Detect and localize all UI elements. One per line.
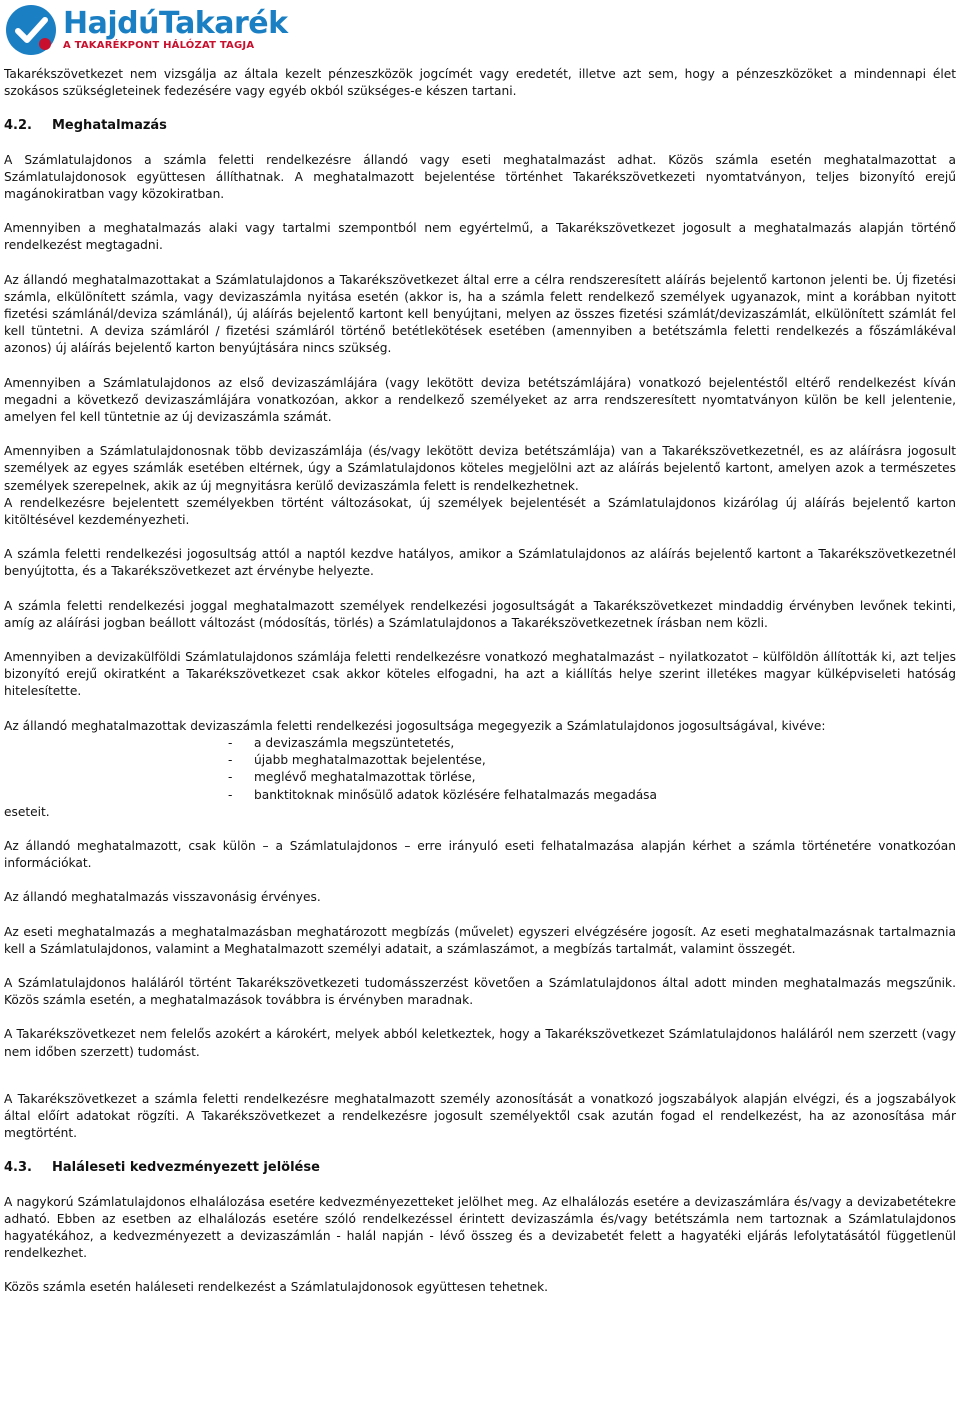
section-heading-4-3 <box>4 1159 956 1176</box>
document-body <box>4 66 956 1297</box>
paragraph: Az állandó meghatalmazás visszavonásig érvényes. <box>4 890 321 905</box>
logo-tagline: A TAKARÉKPONT HÁLÓZAT TAGJA <box>63 40 255 51</box>
paragraph: Az állandó meghatalmazott, csak külön – a Számlatulajdonos – erre irányuló eseti felhatalmazása alapján kérhet a számla történetére vonatkozóan információkat. <box>4 838 956 871</box>
paragraph: A rendelkezésre bejelentett személyekben történt változásokat, új személyek bejelentését a Számlatulajdonos kizárólag új aláírás bejelentő karton kitöltésével kezdeményezheti. <box>4 495 956 528</box>
paragraph: Az állandó meghatalmazottakat a Számlatulajdonos a Takarékszövetkezet által erre a célra rendszeresített aláírás bejelentő kartonon jelenti be. Új fizetési számla, elkülönített számla, vagy devizaszámla nyitása esetén (akkor is, ha a számla felett rendelkező személyek ugyanazok, mint a korábban nyitott fizetési számlánál/deviza számlánál), új aláírás bejelentő kartont kell benyújtani, melyen az összes fizetési számlát/devizaszámlát, elkülönített számlát fel kell tüntetni. A deviza számláról / fizetési számláról történő betétlekötések esetében (amennyiben a betétszámla feletti rendelkezés a főszámlákéval azonos) új aláírás bejelentő karton benyújtására nincs szükség. <box>4 272 956 356</box>
logo-name: HajdúTakarék <box>63 6 288 41</box>
section-number: 4.3. <box>4 1160 32 1176</box>
paragraph: Amennyiben a Számlatulajdonos az első devizaszámlájára (vagy lekötött deviza betétszámlájára) vonatkozó bejelentéstől eltérő rendelkezést kíván megadni a következő devizaszámlájára vonatkozóan, akkor a rendelkező személyeket az arra rendszeresített nyomtatványon külön be kell jelentenie, amelyen fel kell tüntetnie az új devizaszámla számát. <box>4 375 956 425</box>
section-title: Meghatalmazás <box>52 118 167 134</box>
paragraph: A Takarékszövetkezet nem felelős azokért a károkért, melyek abból keletkeztek, hogy a Takarékszövetkezet Számlatulajdonos haláláról nem szerzett (vagy nem időben szerzett) tudomást. <box>4 1027 956 1059</box>
paragraph-intro: Takarékszövetkezet nem vizsgálja az általa kezelt pénzeszközök jogcímét vagy eredetét, illetve azt sem, hogy a pénzeszközöket a mindennapi élet szokásos szükségleteinek fedezésére vagy egyéb okból szükséges-e készen tartani. <box>4 67 956 99</box>
paragraph: Amennyiben a meghatalmazás alaki vagy tartalmi szempontból nem egyértelmű, a Takarékszövetkezet jogosult a meghatalmazás alapján történő rendelkezést megtagadni. <box>4 221 956 253</box>
section-heading-4-2 <box>4 117 956 134</box>
list-item: - a devizaszámla megszüntetetés, <box>226 735 956 752</box>
paragraph: A nagykorú Számlatulajdonos elhalálozása esetére kedvezményezetteket jelölhet meg. Az elhalálozás esetére a devizaszámlára és/vagy a devizabetétekre adható. Ebben az esetben az elhalálozás esetére szóló rendelkezéssel érintett devizaszámla és/vagy betétszámla nem tartoznak a Számlatulajdonos hagyatékához, a kedvezményezett a devizaszámlán - halál napján - lévő összeg és a devizabetét felett a hagyatéki eljárás lefolytatásától függetlenül rendelkezhet. <box>4 1194 956 1261</box>
section-number: 4.2. <box>4 118 32 134</box>
paragraph: A Számlatulajdonos haláláról történt Takarékszövetkezeti tudomásszerzést követően a Számlatulajdonos által adott minden meghatalmazás megszűnik. Közös számla esetén, a meghatalmazások továbbra is érvényben maradnak. <box>4 975 956 1008</box>
paragraph: A számla feletti rendelkezési joggal meghatalmazott személyek rendelkezési jogosultságát a Takarékszövetkezet mindaddig érvényben levőnek tekinti, amíg az aláírási jogban beállott változást (módosítás, törlés) a Számlatulajdonos a Takarékszövetkezetnek írásban nem közli. <box>4 598 956 630</box>
paragraph: Amennyiben a devizakülföldi Számlatulajdonos számlája feletti rendelkezésre vonatkozó meghatalmazást – nyilatkozatot – külföldön állították ki, azt teljes bizonyító erejű okiratként a Takarékszövetkezet csak akkor köteles elfogadni, ha azt a kiállítás helye szerint illetékes magyar külképviseleti hatóság hitelesítette. <box>4 650 956 699</box>
list-item: - újabb meghatalmazottak bejelentése, <box>226 752 956 769</box>
paragraph: Az eseti meghatalmazás a meghatalmazásban meghatározott megbízás (művelet) egyszeri elvégzésére jogosít. Az eseti meghatalmazásnak tartalmaznia kell a Számlatulajdonos, valamint a Meghatalmazott személyi adatait, a számlaszámot, a megbízás tartalmát, valamint összegét. <box>4 924 956 956</box>
paragraph: Amennyiben a Számlatulajdonosnak több devizaszámlája (és/vagy lekötött deviza betétszámlája) van a Takarékszövetkezetnél, es az aláírásra jogosult személyek az egyes számlák esetében eltérnek, úgy a Számlatulajdonos köteles megjelölni azt az aláírás bejelentő kartont, amelyen azok a természetes személyek szerepelnek, akik az új megnyitásra kerülő devizaszámla felett is rendelkezhetnek. <box>4 444 956 493</box>
paragraph: Az állandó meghatalmazottak devizaszámla feletti rendelkezési jogosultsága megegyezik a Számlatulajdonos jogosultságával, kivéve: <box>4 718 826 733</box>
exception-list <box>4 735 956 804</box>
list-item: - banktitoknak minősülő adatok közlésére felhatalmazás megadása <box>226 787 956 804</box>
section-title: Haláleseti kedvezményezett jelölése <box>52 1160 320 1176</box>
list-item: - meglévő meghatalmazottak törlése, <box>226 769 956 786</box>
paragraph: A számla feletti rendelkezési jogosultság attól a naptól kezdve hatályos, amikor a Számlatulajdonos az aláírás bejelentő kartont a Takarékszövetkezetnél benyújtotta, és a Takarékszövetkezet azt érvénybe helyezte. <box>4 547 956 579</box>
bank-logo <box>5 4 288 56</box>
paragraph: A Takarékszövetkezet a számla feletti rendelkezésre meghatalmazott személy azonosítását a vonatkozó jogszabályok alapján elvégzi, és a jogszabályok által előírt adatokat rögzíti. A Takarékszövetkezet a rendelkezésre jogosult személyektől csak azután fogad el rendelkezést, ha az azonosítása már megtörtént. <box>4 1091 956 1141</box>
paragraph: A Számlatulajdonos a számla feletti rendelkezésre állandó vagy eseti meghatalmazást adhat. Közös számla esetén meghatalmazottat a Számlatulajdonosok együttesen állíthatnak. A meghatalmazott bejelentése történhet Takarékszövetkezeti nyomtatványon, teljes bizonyító erejű magánokiratban vagy közokiratban. <box>4 152 956 202</box>
bank-logo-icon <box>5 4 57 56</box>
paragraph: Közös számla esetén haláleseti rendelkezést a Számlatulajdonosok együttesen tehetnek. <box>4 1280 549 1295</box>
paragraph: eseteit. <box>4 804 50 819</box>
